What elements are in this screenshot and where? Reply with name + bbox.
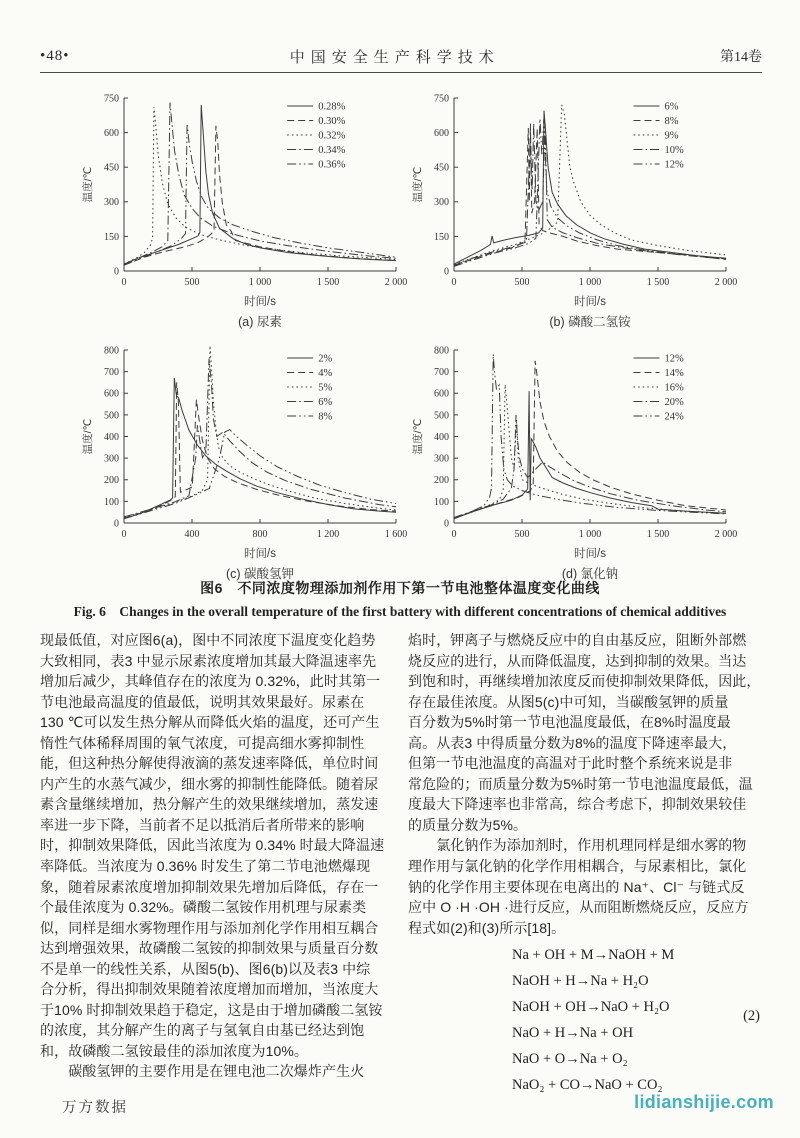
text-line: 率降低。当浓度为 0.36% 时发生了第二节电池燃爆现: [40, 858, 371, 875]
x-axis-label: 时间/s: [244, 548, 276, 560]
page-header: [40, 44, 762, 73]
svg-text:2 000: 2 000: [714, 529, 738, 540]
legend-label: 5%: [318, 382, 333, 394]
series-line-0.34%: [124, 103, 396, 265]
subfigure-caption: (c) 碳酸氢钾: [225, 567, 295, 581]
equation-line: Na + OH + M→NaOH + M: [512, 947, 675, 964]
chart-c-canvas: [78, 340, 408, 547]
svg-text:1 500: 1 500: [646, 529, 670, 540]
subfigure-caption: (a) 尿素: [238, 315, 282, 329]
text-line: 率进一步下降，当前者不足以抵消后者所带来的影响: [40, 816, 365, 833]
legend-label: 0.30%: [318, 116, 346, 128]
journal-title: 中国安全生产科学技术: [289, 49, 500, 66]
text-line: 存在最佳浓度。从图5(c)中可知，当碳酸氢钾的质量: [408, 693, 729, 710]
text-line: 但第一节电池温度的高温对于此时整个系统来说是非: [408, 755, 733, 772]
text-line: 不是单一的线性关系，从图5(b)、图6(b)以及表3 中综: [40, 960, 371, 977]
svg-text:200: 200: [434, 475, 449, 487]
series-line-0.28%: [124, 105, 396, 264]
site-watermark: lidianshijie.com: [634, 1092, 774, 1112]
text-line: 惰性气体稀释周围的氧气浓度，可提高细水雾抑制性: [40, 734, 365, 751]
svg-text:1 000: 1 000: [248, 277, 272, 288]
body-text: [40, 630, 764, 1098]
series-line-10%: [454, 123, 726, 265]
equation-line: NaO + H→Na + OH: [512, 1025, 634, 1042]
svg-text:0: 0: [114, 266, 119, 278]
text-line: 度最大下降速率也非常高，综合考虑下，抑制效果较佳: [408, 796, 747, 813]
svg-text:100: 100: [104, 496, 119, 508]
text-line: 能，但这种热分解使得液滴的蒸发速率降低，单位时间: [40, 755, 379, 772]
legend-label: 2%: [318, 353, 333, 365]
series-line-2%: [124, 378, 396, 519]
svg-text:750: 750: [104, 93, 119, 105]
svg-text:500: 500: [184, 277, 200, 288]
legend-label: 8%: [664, 116, 679, 128]
svg-text:400: 400: [184, 529, 200, 540]
text-line: 焰时，钾离子与燃烧反应中的自由基反应，阻断外部燃: [408, 632, 747, 648]
series-line-8%: [454, 123, 726, 266]
x-axis-label: 时间/s: [244, 296, 276, 308]
text-line: 130 ℃可以发生热分解从而降低火焰的温度，还可产生: [40, 714, 380, 731]
text-line: 似，同样是细水雾物理作用与添加剂化学作用相互耦合: [40, 919, 379, 936]
text-line: 碳酸氢钾的主要作用是在锂电池二次爆炸产生火: [40, 1063, 365, 1080]
text-line: 高。从表3 中得质量分数为8%的温度下降速率最大，: [408, 734, 737, 751]
text-line: 于10% 时抑制效果趋于稳定，这是由于增加磷酸二氢铵: [40, 1001, 383, 1018]
y-axis-label: 温度/℃: [412, 418, 424, 455]
svg-text:200: 200: [104, 475, 119, 487]
svg-text:600: 600: [434, 128, 449, 139]
series-line-24%: [454, 354, 726, 518]
text-line: 合分析，得出抑制效果随着浓度增加而增加，当浓度大: [40, 981, 379, 998]
chart-d-canvas: [408, 340, 738, 547]
text-line: 常危险的；而质量分数为5%时第一节电池温度最低，温: [408, 775, 753, 792]
subfigure-caption: (d) 氯化钠: [561, 567, 619, 581]
legend: [634, 102, 685, 171]
svg-text:750: 750: [434, 93, 449, 105]
svg-text:1 200: 1 200: [316, 529, 340, 540]
svg-text:1 600: 1 600: [384, 529, 408, 540]
svg-text:0: 0: [451, 277, 457, 288]
svg-text:500: 500: [514, 529, 530, 540]
series-line-0.32%: [124, 107, 396, 264]
svg-text:400: 400: [104, 431, 119, 443]
figure-caption-cn: 图6 不同浓度物理添加剂作用下第一节电池整体温度变化曲线: [200, 580, 600, 596]
svg-text:800: 800: [104, 345, 119, 357]
svg-text:600: 600: [434, 388, 449, 400]
svg-text:0: 0: [121, 277, 127, 288]
right-column: [408, 630, 764, 1098]
text-line: 和，故磷酸二氢铵最佳的添加浓度为10%。: [40, 1042, 309, 1059]
wanfang-data-mark: 万方数据: [62, 1100, 128, 1116]
svg-text:700: 700: [434, 367, 449, 379]
series-line-9%: [454, 105, 726, 265]
text-line: 现最低值，对应图6(a)，图中不同浓度下温度变化趋势: [40, 632, 376, 648]
svg-text:0: 0: [121, 529, 127, 540]
text-line: 节电池最高温度的值最低，说明其效果最好。尿素在: [40, 693, 365, 710]
chart-b-canvas: [408, 88, 738, 295]
legend-label: 16%: [664, 382, 684, 394]
y-axis-label: 温度/℃: [412, 166, 424, 203]
text-line: 百分数为5%时第一节电池温度最低，在8%时温度最: [408, 714, 731, 731]
text-line: 增加后减少，其峰值存在的浓度为 0.32%，此时其第一: [40, 673, 381, 690]
legend-label: 0.36%: [318, 159, 346, 171]
svg-text:150: 150: [104, 231, 119, 243]
y-axis-label: 温度/℃: [82, 418, 94, 455]
legend-label: 0.28%: [318, 101, 346, 113]
text-line: 素含量继续增加，热分解产生的效果继续增加，蒸发速: [40, 796, 379, 813]
series-line-14%: [454, 361, 726, 518]
text-line: 到饱和时，再继续增加浓度反而使抑制效果降低，因此，: [408, 673, 761, 690]
svg-text:0: 0: [444, 266, 449, 278]
svg-text:1 000: 1 000: [578, 529, 602, 540]
svg-text:0: 0: [451, 529, 457, 540]
series-line-4%: [124, 382, 396, 518]
series-line-20%: [454, 415, 726, 518]
text-line: 象，随着尿素浓度增加抑制效果先增加后降低，存在一: [40, 878, 379, 895]
legend-label: 12%: [664, 353, 684, 365]
legend-label: 9%: [664, 130, 679, 142]
chart-c: [78, 340, 408, 582]
legend: [287, 102, 345, 171]
svg-text:400: 400: [434, 431, 449, 443]
svg-text:800: 800: [252, 529, 268, 540]
text-line: 内产生的水蒸气减少，细水雾的抑制性能降低。随着尿: [40, 775, 379, 792]
figure-6-charts: [78, 88, 738, 582]
legend-label: 10%: [664, 145, 684, 157]
svg-text:300: 300: [434, 197, 449, 209]
svg-text:500: 500: [514, 277, 530, 288]
figure-caption-en: Fig. 6 Changes in the overall temperature of the first battery with different concentrations of chemical additives: [73, 604, 727, 619]
equation-line: NaO + O→Na + O₂: [512, 1051, 628, 1068]
chart-a-canvas: [78, 88, 408, 295]
svg-text:100: 100: [434, 496, 449, 508]
svg-text:0: 0: [444, 518, 449, 530]
left-column: [40, 630, 396, 1098]
text-line: 理作用与氯化钠的化学作用相耦合，与尿素相比，氯化: [408, 858, 747, 875]
equation-line: NaO₂ + CO→NaO + CO₂: [512, 1077, 663, 1094]
legend-label: 0.34%: [318, 145, 346, 157]
x-axis-label: 时间/s: [574, 296, 606, 308]
svg-text:500: 500: [434, 410, 449, 422]
legend-label: 24%: [664, 411, 684, 423]
text-line: 应中 O ·H ·OH ·进行反应，从而阻断燃烧反应，反应方: [408, 899, 749, 916]
series-line-16%: [454, 382, 726, 519]
svg-text:600: 600: [104, 388, 119, 400]
svg-text:2 000: 2 000: [714, 277, 738, 288]
text-line: 氯化钠作为添加剂时，作用机理同样是细水雾的物: [408, 837, 747, 854]
text-line: 大致相同，表3 中显示尿素浓度增加其最大降温速率先: [40, 652, 377, 669]
equation-number: (2): [743, 1008, 760, 1025]
y-axis-label: 温度/℃: [82, 166, 94, 203]
series-line-12%: [454, 391, 726, 519]
svg-text:300: 300: [104, 453, 119, 465]
svg-text:0: 0: [114, 518, 119, 530]
subfigure-caption: (b) 磷酸二氢铵: [549, 315, 631, 329]
svg-text:1 500: 1 500: [316, 277, 340, 288]
legend-label: 12%: [664, 159, 684, 171]
axes: [411, 93, 737, 288]
text-line: 时，抑制效果降低，因此当浓度为 0.34% 时最大降温速: [40, 837, 385, 854]
series-line-5%: [124, 346, 396, 518]
reaction-equations: [408, 942, 764, 1098]
text-line: 程式如(2)和(3)所示[18]。: [408, 919, 566, 936]
series-line-6%: [124, 359, 396, 517]
chart-a: [78, 88, 408, 330]
legend: [634, 354, 685, 423]
legend-label: 4%: [318, 368, 333, 380]
text-line: 烧反应的进行，从而降低温度，达到抑制的效果。当达: [408, 652, 747, 669]
legend-label: 6%: [664, 101, 679, 113]
legend-label: 6%: [318, 397, 333, 409]
svg-text:700: 700: [104, 367, 119, 379]
legend-label: 14%: [664, 368, 684, 380]
chart-b: [408, 88, 738, 330]
text-line: 的浓度，其分解产生的离子与氢氧自由基已经达到饱: [40, 1022, 365, 1039]
text-line: 的质量分数为5%。: [408, 816, 528, 833]
equation-line: NaOH + OH→NaO + H₂O: [512, 999, 670, 1016]
equation-line: NaOH + H→Na + H₂O: [512, 973, 649, 990]
x-axis-label: 时间/s: [574, 548, 606, 560]
svg-text:450: 450: [104, 162, 119, 174]
volume-number: 第14卷: [720, 50, 762, 65]
svg-text:150: 150: [434, 231, 449, 243]
chart-d: [408, 340, 738, 582]
series-line-12%: [454, 119, 726, 267]
legend-label: 8%: [318, 411, 333, 423]
legend-label: 0.32%: [318, 130, 346, 142]
svg-text:300: 300: [104, 197, 119, 209]
svg-text:1 500: 1 500: [646, 277, 670, 288]
text-line: 达到增强效果，故磷酸二氢铵的抑制效果与质量百分数: [40, 940, 379, 957]
svg-text:600: 600: [104, 128, 119, 139]
svg-text:2 000: 2 000: [384, 277, 408, 288]
text-line: 个最佳浓度为 0.32%。磷酸二氢铵作用机理与尿素类: [40, 899, 367, 916]
svg-text:1 000: 1 000: [578, 277, 602, 288]
svg-text:300: 300: [434, 453, 449, 465]
svg-text:800: 800: [434, 345, 449, 357]
svg-text:450: 450: [434, 162, 449, 174]
legend: [287, 354, 332, 423]
page-number: •48•: [40, 47, 70, 64]
svg-text:500: 500: [104, 410, 119, 422]
legend-label: 20%: [664, 397, 684, 409]
text-line: 钠的化学作用主要体现在电离出的 Na⁺、Cl⁻ 与链式反: [408, 878, 745, 895]
